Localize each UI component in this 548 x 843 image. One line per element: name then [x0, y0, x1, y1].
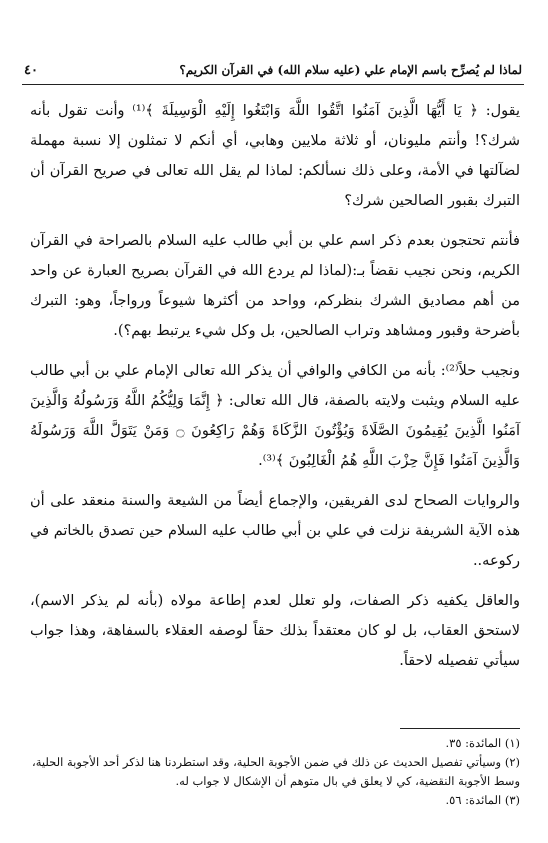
header-rule	[22, 84, 524, 85]
paragraph-3: ونجيب حلاً⁽²⁾: بأنه من الكافي والوافي أن يذكر الله تعالى الإمام علي بن أبي طالب عليه السلام ويثبت ولايته بالصفة، قال الله تعالى: ﴿ إِنَّمَا وَلِيُّكُمُ اللَّهُ وَرَسُولُهُ وَالَّذِينَ آمَنُوا الَّذِينَ يُقِيمُونَ الصَّلَاةَ وَيُؤْتُونَ الزَّكَاةَ وَهُمْ رَاكِعُونَ ۝ وَمَنْ يَتَوَلَّ اللَّهَ وَرَسُولَهُ وَالَّذِينَ آمَنُوا فَإِنَّ حِزْبَ اللَّهِ هُمُ الْغَالِبُونَ ﴾⁽³⁾.	[30, 363, 520, 469]
footnote-rule	[400, 728, 520, 729]
footnote-3: (٣) المائدة: ٥٦.	[445, 793, 520, 807]
paragraph-5: والعاقل يكفيه ذكر الصفات، ولو تعلل لعدم إطاعة مولاه (بأنه لم يذكر الاسم)، لاستحق العقاب، بل لو كان معتقداً بذلك حقاً لوصفه العقلاء بالسفاهة، وهذا جواب سيأتي تفصيله لاحقاً.	[30, 593, 520, 669]
running-header	[24, 58, 522, 82]
page-number: ٤٠	[24, 62, 38, 78]
footnote-2: (٢) وسيأتي تفصيل الحديث عن ذلك في ضمن الأجوبة الحلية، وقد استطردنا هنا لذكر أحد الأجوبة الحلية، وسط الأجوبة النقضية، كي لا يعلق في بال متوهم أن الإشكال لا جواب له.	[32, 755, 520, 788]
header-title: لماذا لم يُصرِّح باسم الإمام علي (عليه سلام الله) في القرآن الكريم؟	[179, 63, 522, 77]
footnotes	[32, 734, 520, 810]
paragraph-1: يقول: ﴿ يَا أَيُّهَا الَّذِينَ آمَنُوا اتَّقُوا اللَّهَ وَابْتَغُوا إِلَيْهِ الْوَسِيلَةَ ﴾⁽¹⁾ وأنت تقول بأنه شرك؟! وأنتم مليونان، أو ثلاثة ملايين وهابي، أي أنكم لا تمثلون إلا نسبة مهملة لضآلتها في الأمة، وعلى ذلك نسألكم: لماذا لم يقل الله تعالى في صريح القرآن أن التبرك بقبور الصالحين شرك؟	[30, 103, 520, 209]
paragraph-4: والروايات الصحاح لدى الفريقين، والإجماع أيضاً من الشيعة والسنة منعقد على أن هذه الآية الشريفة نزلت في علي بن أبي طالب عليه السلام حين تصدق بالخاتم في ركوعه..	[30, 493, 520, 569]
main-text	[30, 96, 520, 686]
footnote-1: (١) المائدة: ٣٥.	[445, 736, 520, 750]
paragraph-2: فأنتم تحتجون بعدم ذكر اسم علي بن أبي طالب عليه السلام بالصراحة في القرآن الكريم، ونحن نجيب نقضاً بـ:(لماذا لم يردع الله في القرآن بصريح العبارة عن واحد من أهم مصاديق الشرك بنظركم، وواحد من أكثرها شيوعاً ورواجاً، وهو: التبرك بأضرحة وقبور ومشاهد وتراب الصالحين، بل وكل شيء يرتبط بهم؟).	[30, 233, 520, 339]
